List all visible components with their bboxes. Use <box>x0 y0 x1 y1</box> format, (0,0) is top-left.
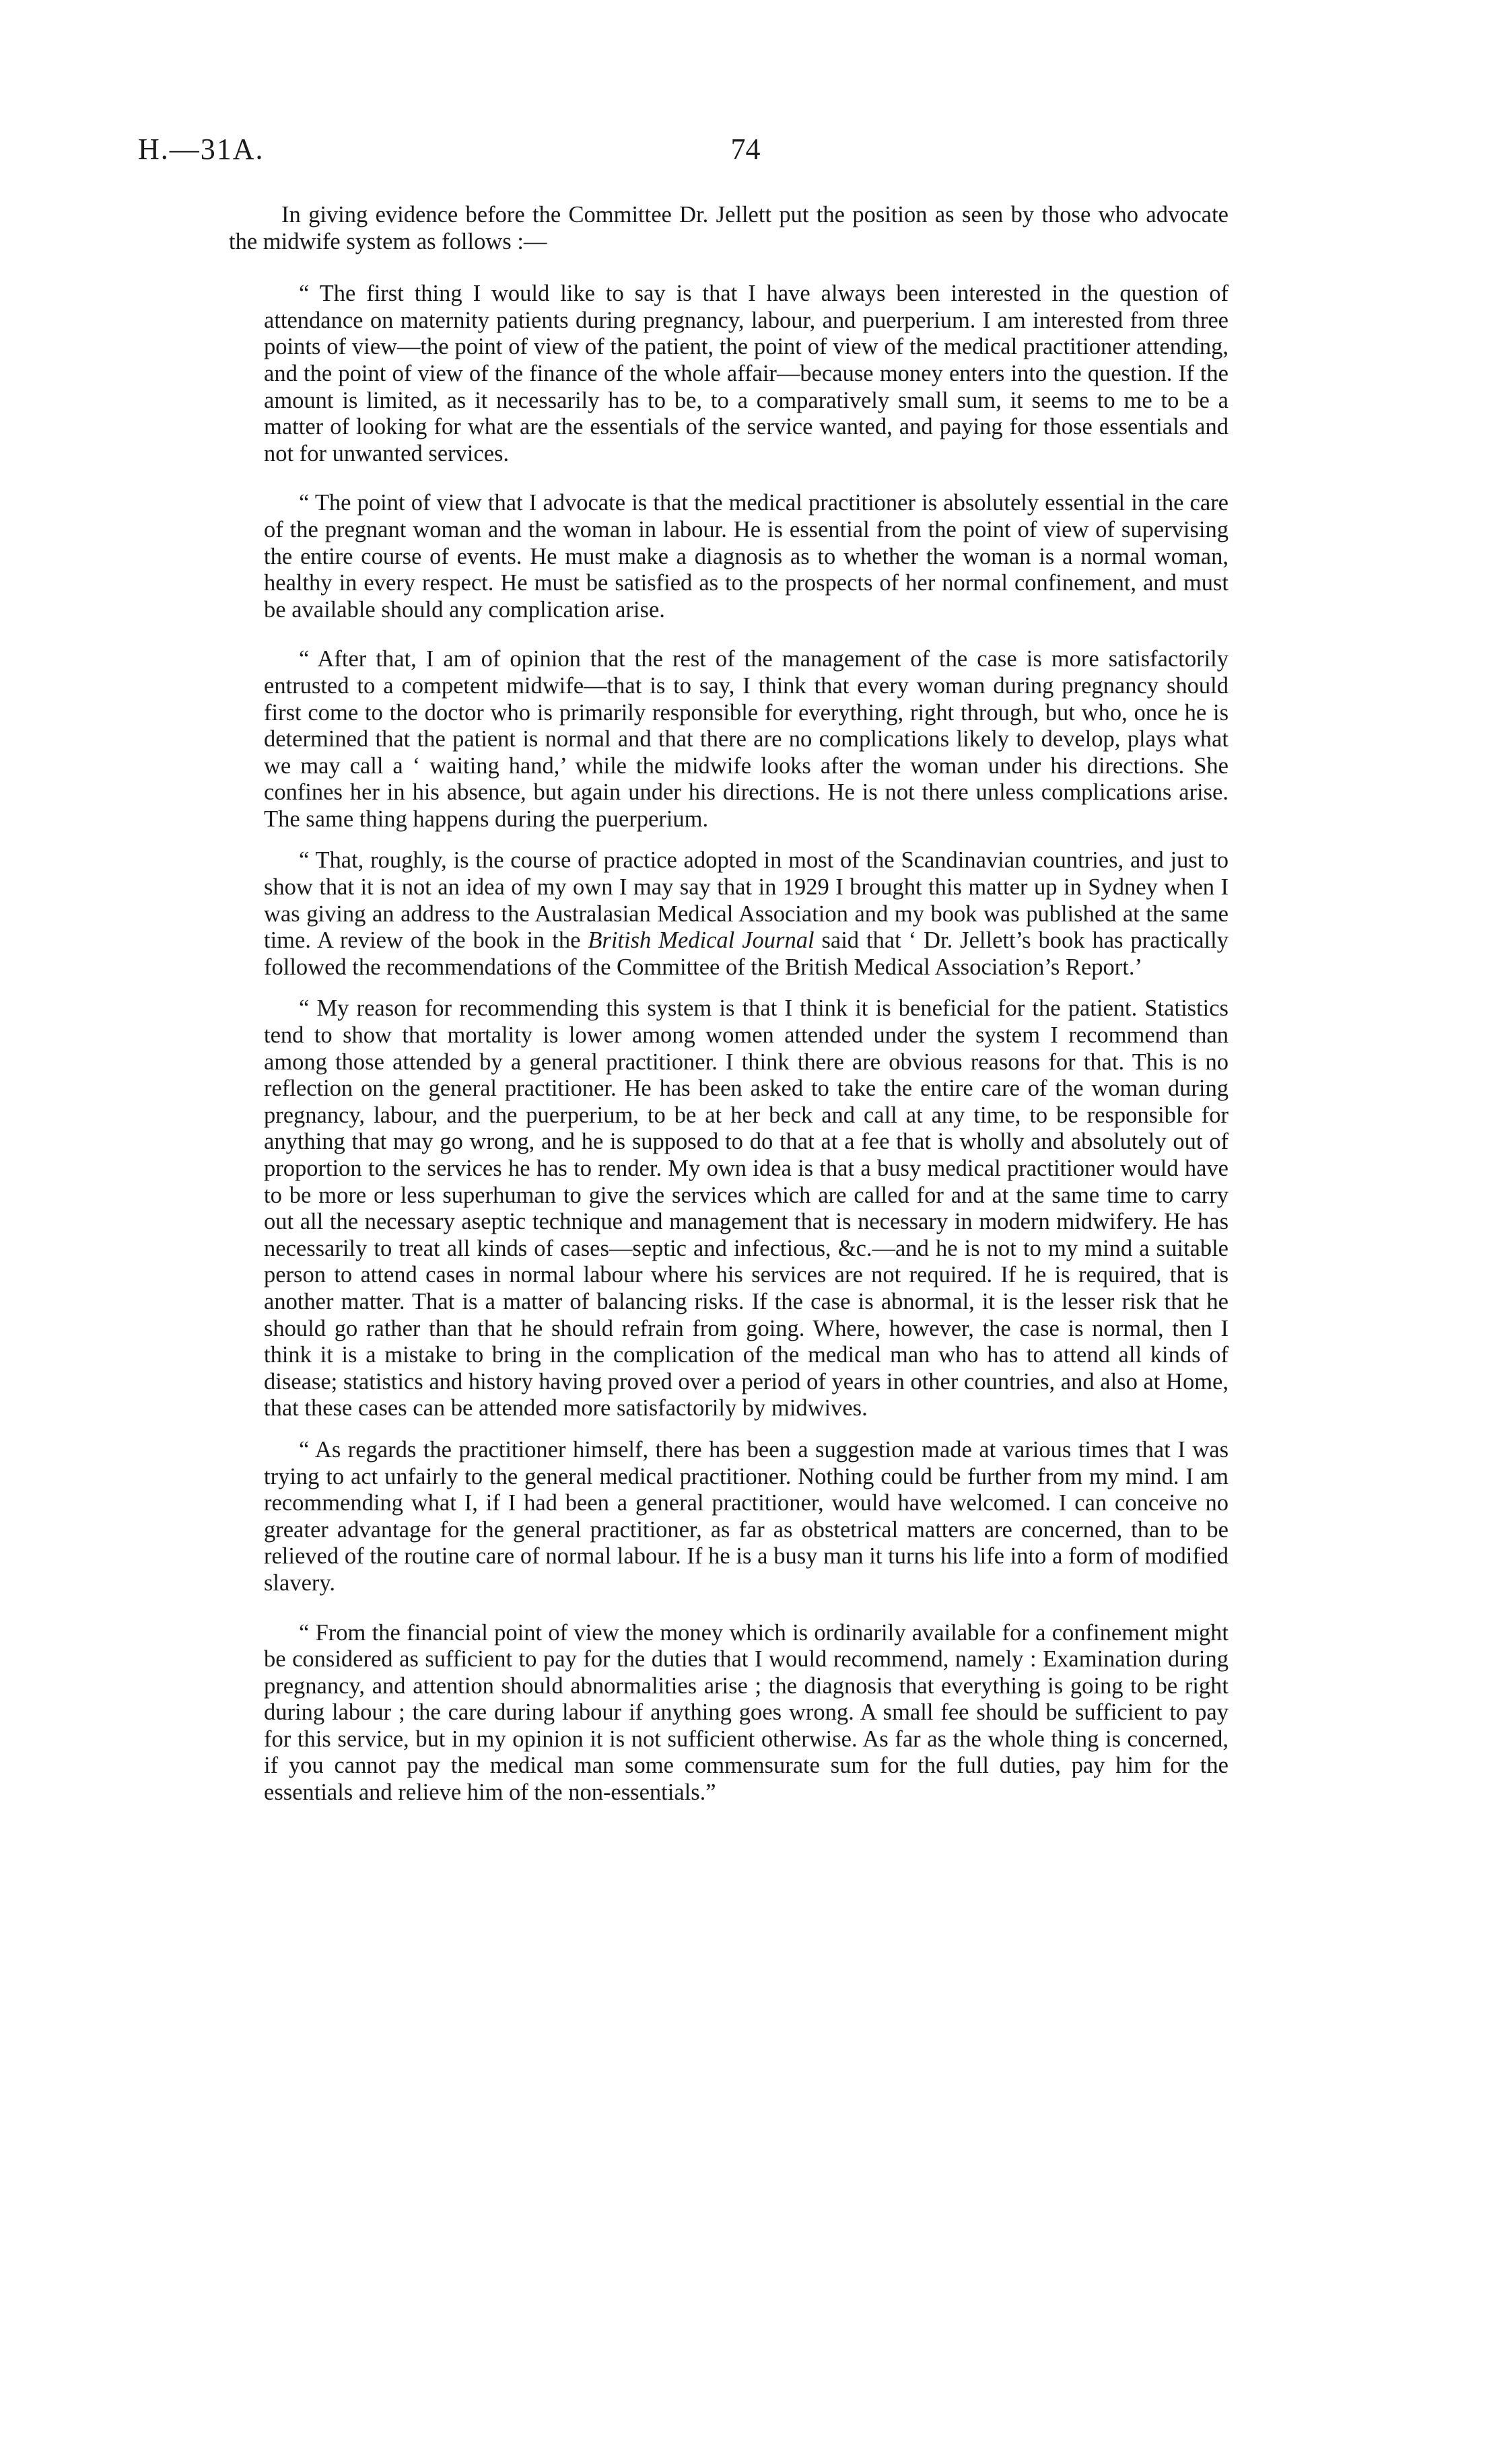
quote-paragraph-3: “ After that, I am of opinion that the rest of the management of the case is more satisfactorily entrusted to a competent midwife—that is to say, I think that every woman during pregnancy should first come to the doctor who is primarily responsible for everything, right through, but who, once he is determined that the patient is normal and that there are no complications likely to develop, plays what we may call a ‘ waiting hand,’ while the midwife looks after the woman under his directions. She confines her in his absence, but again under his directions. He is not there unless complications arise. The same thing happens during the puerperium. <box>264 646 1229 832</box>
quote-paragraph-7: “ From the financial point of view the money which is ordinarily available for a confinement might be considered as sufficient to pay for the duties that I would recommend, namely : Examination during pregnancy, and attention should abnormalities arise ; the diagnosis that everything is going to be right during labour ; the care during labour if anything goes wrong. A small fee should be sufficient to pay for this service, but in my opinion it is not sufficient otherwise. As far as the whole thing is concerned, if you cannot pay the medical man some commensurate sum for the full duties, pay him for the essentials and relieve him of the non-essentials.” <box>264 1619 1229 1806</box>
intro-paragraph: In giving evidence before the Committee Dr. Jellett put the position as seen by those who advocate the midwife system as follows :— <box>229 202 1229 254</box>
quote-paragraph-2: “ The point of view that I advocate is that the medical practitioner is absolutely essential in the care of the pregnant woman and the woman in labour. He is essential from the point of view of supervising the entire course of events. He must make a diagnosis as to whether the woman is a normal woman, healthy in every respect. He must be satisfied as to the prospects of her normal confinement, and must be available should any complication arise. <box>264 490 1229 623</box>
quote-paragraph-4-start: “ That, roughly, is the course of practice adopted in most of the Scandinavian countries, and just to show that it is not an idea of my own I may say that in 1929 I brought this matter up in Sydney when I was giving an address to the Australasian Medical Association and my book was published at the same time. A review of the book in the <box>264 847 1229 954</box>
journal-title: British Medical Journal <box>588 927 815 954</box>
quote-paragraph-5: “ My reason for recommending this system is that I think it is beneficial for the patient. Statistics tend to show that mortality is lower among women attended under the system I recommend than among those attended by a general practitioner. I think there are obvious reasons for that. This is no reflection on the general practitioner. He has been asked to take the entire care of the woman during pregnancy, labour, and the puerperium, to be at her beck and call at any time, to be responsible for anything that may go wrong, and he is supposed to do that at a fee that is wholly and absolutely out of proportion to the services he has to render. My own idea is that a busy medical practitioner would have to be more or less superhuman to give the services which are called for and at the same time to carry out all the necessary aseptic technique and management that is necessary in modern midwifery. He has necessarily to treat all kinds of cases—septic and infectious, &c.—and he is not to my mind a suitable person to attend cases in normal labour where his services are not required. If he is required, that is another matter. That is a matter of balancing risks. If the case is abnormal, it is the lesser risk that he should go rather than that he should refrain from going. Where, however, the case is normal, then I think it is a mistake to bring in the complication of the medical man who has to attend all kinds of disease; statistics and history having proved over a period of years in other countries, and also at Home, that these cases can be attended more satisfactorily by midwives. <box>264 995 1229 1421</box>
page-number: 74 <box>730 133 761 166</box>
quote-paragraph-4-end: said that ‘ Dr. Jellett’s book has practically followed the recommendations of the Committee of the British Medical Association’s Report.’ <box>264 927 1229 980</box>
quote-paragraph-6: “ As regards the practitioner himself, there has been a suggestion made at various times that I was trying to act unfairly to the general medical practitioner. Nothing could be further from my mind. I am recommending what I, if I had been a general practitioner, would have welcomed. I can conceive no greater advantage for the general practitioner, as far as obstetrical matters are concerned, than to be relieved of the routine care of normal labour. If he is a busy man it turns his life into a form of modified slavery. <box>264 1436 1229 1596</box>
quote-paragraph-1: “ The first thing I would like to say is that I have always been interested in the question of attendance on maternity patients during pregnancy, labour, and puerperium. I am interested from three points of view—the point of view of the patient, the point of view of the medical practitioner attending, and the point of view of the finance of the whole affair—because money enters into the question. If the amount is limited, as it necessarily has to be, to a comparatively small sum, it seems to me to be a matter of looking for what are the essentials of the service wanted, and paying for those essentials and not for unwanted services. <box>264 281 1229 466</box>
page-header <box>138 132 1353 172</box>
body-text <box>229 202 1229 1821</box>
quote-paragraph-4 <box>264 847 1229 981</box>
document-reference: H.—31A. <box>138 133 265 166</box>
